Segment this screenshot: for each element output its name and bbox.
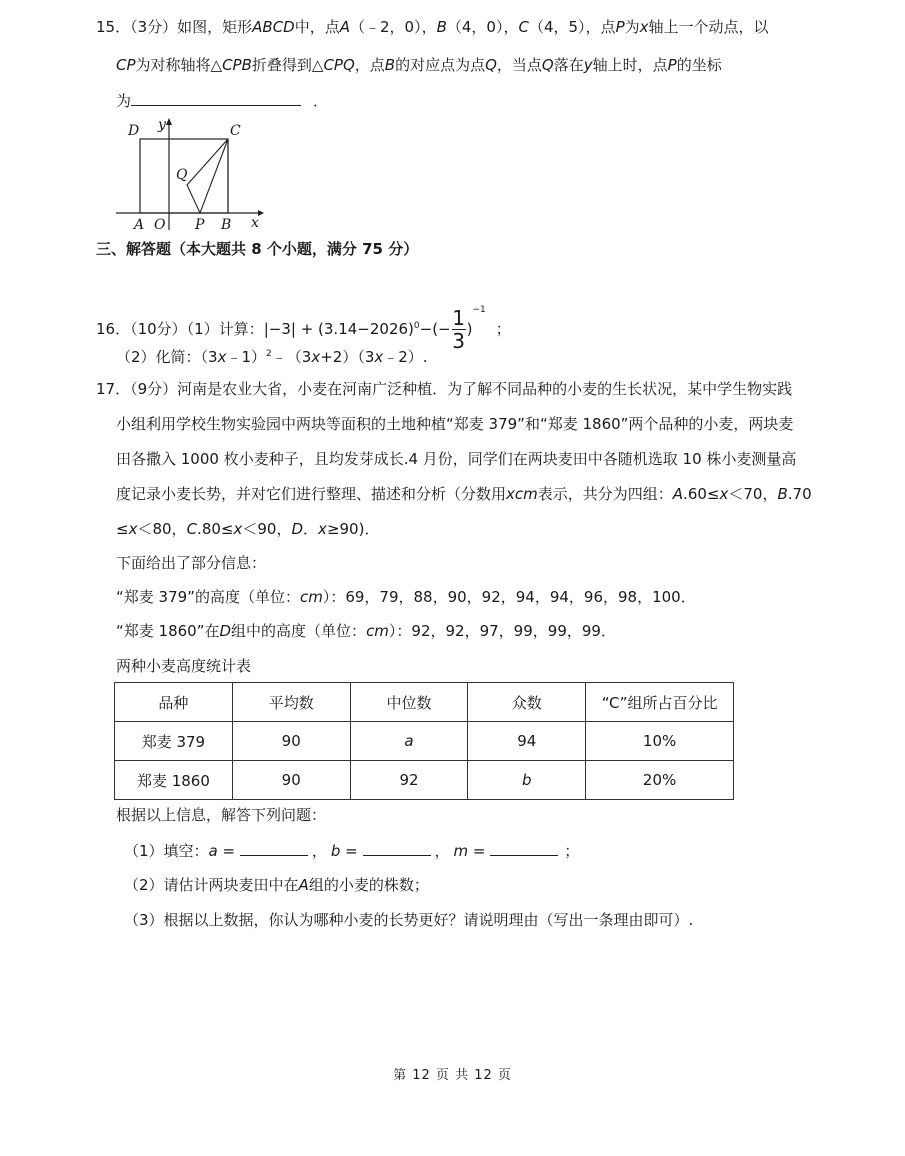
label-C: C <box>230 123 241 139</box>
table-cell: 郑麦 379 <box>115 722 233 761</box>
answer-blank-m[interactable] <box>490 841 558 856</box>
q17-line9: 根据以上信息，解答下列问题： <box>116 806 327 824</box>
label-Q: Q <box>176 167 188 183</box>
page-footer: 第 12 页 共 12 页 <box>393 1068 512 1083</box>
q16-line2: （2）化简：（3x﹣1）$^2$﹣（3x+2）（3x﹣2）. <box>116 348 428 366</box>
header-mean: 平均数 <box>232 683 350 722</box>
table-title: 两种小麦高度统计表 <box>116 657 252 675</box>
table-cell: 90 <box>232 722 350 761</box>
q15-line1: 15．（3分）如图，矩形ABCD中，点A（﹣2，0），B（4，0），C（4，5），点P为x轴上一个动点，以 <box>96 18 769 36</box>
stats-table <box>114 682 734 800</box>
table-cell: 10% <box>586 722 734 761</box>
q17-line8: “郑麦 1860”在D组中的高度（单位：cm）：92，92，97，99，99，99． <box>116 622 616 640</box>
table-header-row <box>115 683 734 722</box>
q17-line10: （1）填空：a = ， b = ， m = ； <box>124 842 580 860</box>
label-y: y <box>158 117 166 133</box>
q17-line12: （3）根据以上数据，你认为哪种小麦的长势更好？请说明理由（写出一条理由即可）. <box>124 911 694 929</box>
geometry-figure <box>110 115 270 233</box>
label-O: O <box>154 217 166 233</box>
answer-blank-b[interactable] <box>363 841 431 856</box>
table-cell: 90 <box>232 761 350 800</box>
header-mode: 众数 <box>468 683 586 722</box>
label-P: P <box>195 217 205 233</box>
answer-blank-q15[interactable] <box>131 91 301 106</box>
q17-line1: 17．（9分）河南是农业大省，小麦在河南广泛种植．为了解不同品种的小麦的生长状况，某中学生物实践 <box>96 380 793 398</box>
q17-line6: 下面给出了部分信息： <box>116 554 267 572</box>
table-cell: 郑麦 1860 <box>115 761 233 800</box>
q16-line1: 16．（10分）（1）计算：$|-3| + (3.14-2026)^0-(-$ $\frac{1}{3}$ )$^{-1}$； <box>96 305 511 353</box>
y-axis-arrow <box>166 118 172 125</box>
table-cell: 94 <box>468 722 586 761</box>
table-cell: b <box>468 761 586 800</box>
header-c-percent: “C”组所占百分比 <box>586 683 734 722</box>
triangle-cpq <box>187 139 228 213</box>
q15-line2: CP为对称轴将△CPB折叠得到△CPQ，点B的对应点为点Q，当点Q落在y轴上时，点P的坐标 <box>116 56 722 74</box>
answer-blank-a[interactable] <box>240 841 308 856</box>
label-B: B <box>221 217 232 233</box>
q15-line3: 为 ． <box>116 92 329 110</box>
label-A: A <box>134 217 145 233</box>
header-variety: 品种 <box>115 683 233 722</box>
table-cell: 20% <box>586 761 734 800</box>
label-x: x <box>251 215 259 231</box>
section-3-heading: 三、解答题（本大题共 8 个小题，满分 75 分） <box>96 240 419 258</box>
table-row <box>115 761 734 800</box>
header-median: 中位数 <box>350 683 468 722</box>
q17-line11: （2）请估计两块麦田中在A组的小麦的株数； <box>124 876 429 894</box>
table-row <box>115 722 734 761</box>
q17-line3: 田各撒入 1000 枚小麦种子，且均发芽成长.4 月份，同学们在两块麦田中各随机选取 10 株小麦测量高 <box>116 450 797 468</box>
q17-line2: 小组利用学校生物实验园中两块等面积的土地种植“郑麦 379”和“郑麦 1860”两个品种的小麦，两块麦 <box>116 415 794 433</box>
label-D: D <box>128 123 140 139</box>
q17-line5: ≤x＜80，C.80≤x＜90，D．x≥90)． <box>116 520 380 538</box>
q17-line7: “郑麦 379”的高度（单位：cm）：69，79，88，90，92，94，94，96，98，100． <box>116 588 696 606</box>
table-cell: a <box>350 722 468 761</box>
table-cell: 92 <box>350 761 468 800</box>
q17-line4: 度记录小麦长势，并对它们进行整理、描述和分析（分数用xcm表示，共分为四组：A.60≤x＜70，B.70 <box>116 485 812 503</box>
fraction-one-third: $\frac{1}{3}$ <box>452 306 465 353</box>
